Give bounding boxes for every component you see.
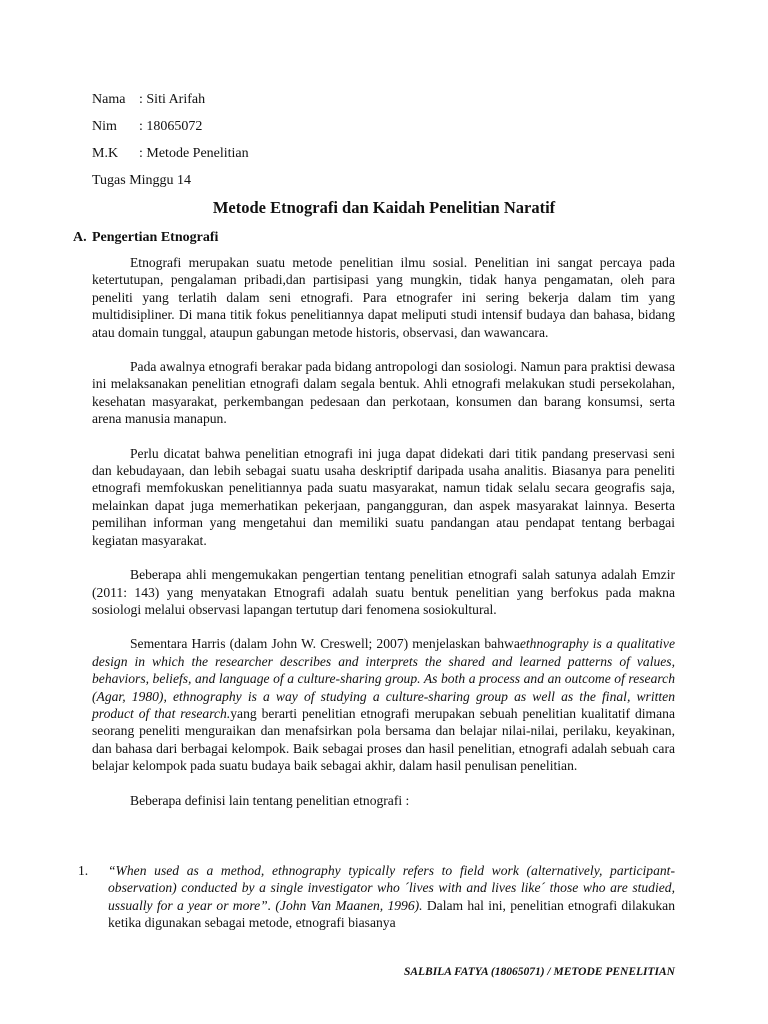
section-heading [73, 230, 218, 246]
body-text [92, 254, 675, 826]
page-footer: SALBILA FATYA (18065071) / METODE PENELITIAN [403, 966, 675, 978]
nim-row [92, 113, 249, 140]
course-row [92, 140, 249, 167]
paragraph: Perlu dicatat bahwa penelitian etnografi ini juga dapat didekati dari titik pandang preservasi seni dan kebudayaan, dan lebih sebagai suatu usaha deskriptif daripada usaha analitis. Biasanya para peneliti etnografi memfokuskan penelitiannya pada suatu masyarakat, namun tidak selalu secara geografis saja, melainkan dapat juga memerhatikan pekerjaan, pangangguran, dan aspek masyarakat lainnya. Beserta pemilihan informan yang mengetahui dan memiliki suatu pandangan atau pendapat tentang berbagai kegiatan masyarakat. [92, 445, 675, 548]
student-info [92, 86, 249, 194]
paragraph: Pada awalnya etnografi berakar pada bidang antropologi dan sosiologi. Namun para praktisi dewasa ini melaksanakan penelitian etnografi dalam segala bentuk. Ahli etnografi melakukan studi persekolahan, kesehatan masyarakat, perkembangan pedesaan dan perkotaan, konsumen dan barang konsumsi, serta arena manusia manapun. [92, 359, 675, 427]
course-value: : Metode Penelitian [139, 146, 249, 161]
nim-label: Nim [92, 119, 117, 134]
name-row [92, 86, 249, 113]
paragraph-harris [92, 635, 675, 774]
list-continuation: Dalam hal ini, penelitian etnografi dilakukan ketika digunakan sebagai metode, etnografi biasanya [108, 897, 675, 931]
paragraph-intro: Beberapa definisi lain tentang penelitian etnografi : [130, 792, 410, 808]
name-label: Nama [92, 92, 126, 107]
paragraph-part: yang berarti penelitian etnografi merupakan sebuah penelitian kualitatif dimana seorang peneliti menguraikan dan menafsirkan pola bersama dan belajar nilai-nilai, perilaku, keyakinan, dan bahasa dari berbagai kelompok. Baik sebagai proses dan hasil penelitian, etnografi adalah sebuah cara belajar kelompok pada suatu budaya baik sebagai akhir, dalam hasil penulisan penelitian. [92, 705, 675, 774]
list-number: 1. [78, 863, 89, 878]
section-letter: A. [73, 230, 87, 245]
course-label: M.K [92, 146, 119, 161]
paragraph: Beberapa ahli mengemukakan pengertian tentang penelitian etnografi salah satunya adalah Emzir (2011: 143) yang menyatakan Etnografi adalah suatu bentuk penelitian yang berfokus pada makna sosiologi melalui observasi lapangan tertutup dari fenomena sosiokultural. [92, 567, 675, 617]
list-item [78, 862, 675, 932]
nim-value: : 18065072 [139, 119, 203, 134]
list-text [108, 862, 675, 932]
list-quote: “When used as a method, ethnography typically refers to field work (alternatively, participant-observation) conducted by a single investigator who ´lives with and lives like´ those who are studied, ussually for a year or more”. (John Van Maanen, 1996). [108, 863, 675, 913]
paragraph-part: Sementara Harris (dalam John W. Creswell; 2007) menjelaskan bahwa [130, 636, 520, 652]
task-label: Tugas Minggu 14 [92, 173, 192, 188]
section-heading-text: Pengertian Etnografi [92, 230, 219, 245]
document-title: Metode Etnografi dan Kaidah Penelitian Naratif [212, 198, 556, 217]
name-value: : Siti Arifah [139, 92, 206, 107]
definition-list [78, 862, 675, 932]
english-quote: ethnography is a qualitative design in which the researcher describes and interprets the shared and learned patterns of values, behaviors, beliefs, and language of a culture-sharing group. As both a process and an outcome of research (Agar, 1980), ethnography is a way of studying a culture-sharing group as well as the final, written product of that research. [92, 636, 675, 721]
paragraph: Etnografi merupakan suatu metode penelitian ilmu sosial. Penelitian ini sangat percaya pada ketertutupan, pengalaman pribadi,dan partisipasi yang mungkin, tidak hanya pengamatan, oleh para peneliti yang terlatih dalam seni etnografi. Para etnografer ini sering bekerja dalam tim yang multidisipliner. Di mana titik fokus penelitiannya dapat meliputi studi intensif budaya dan bahasa, bidang atau domain tunggal, ataupun gabungan metode historis, observasi, dan wawancara. [92, 255, 675, 340]
